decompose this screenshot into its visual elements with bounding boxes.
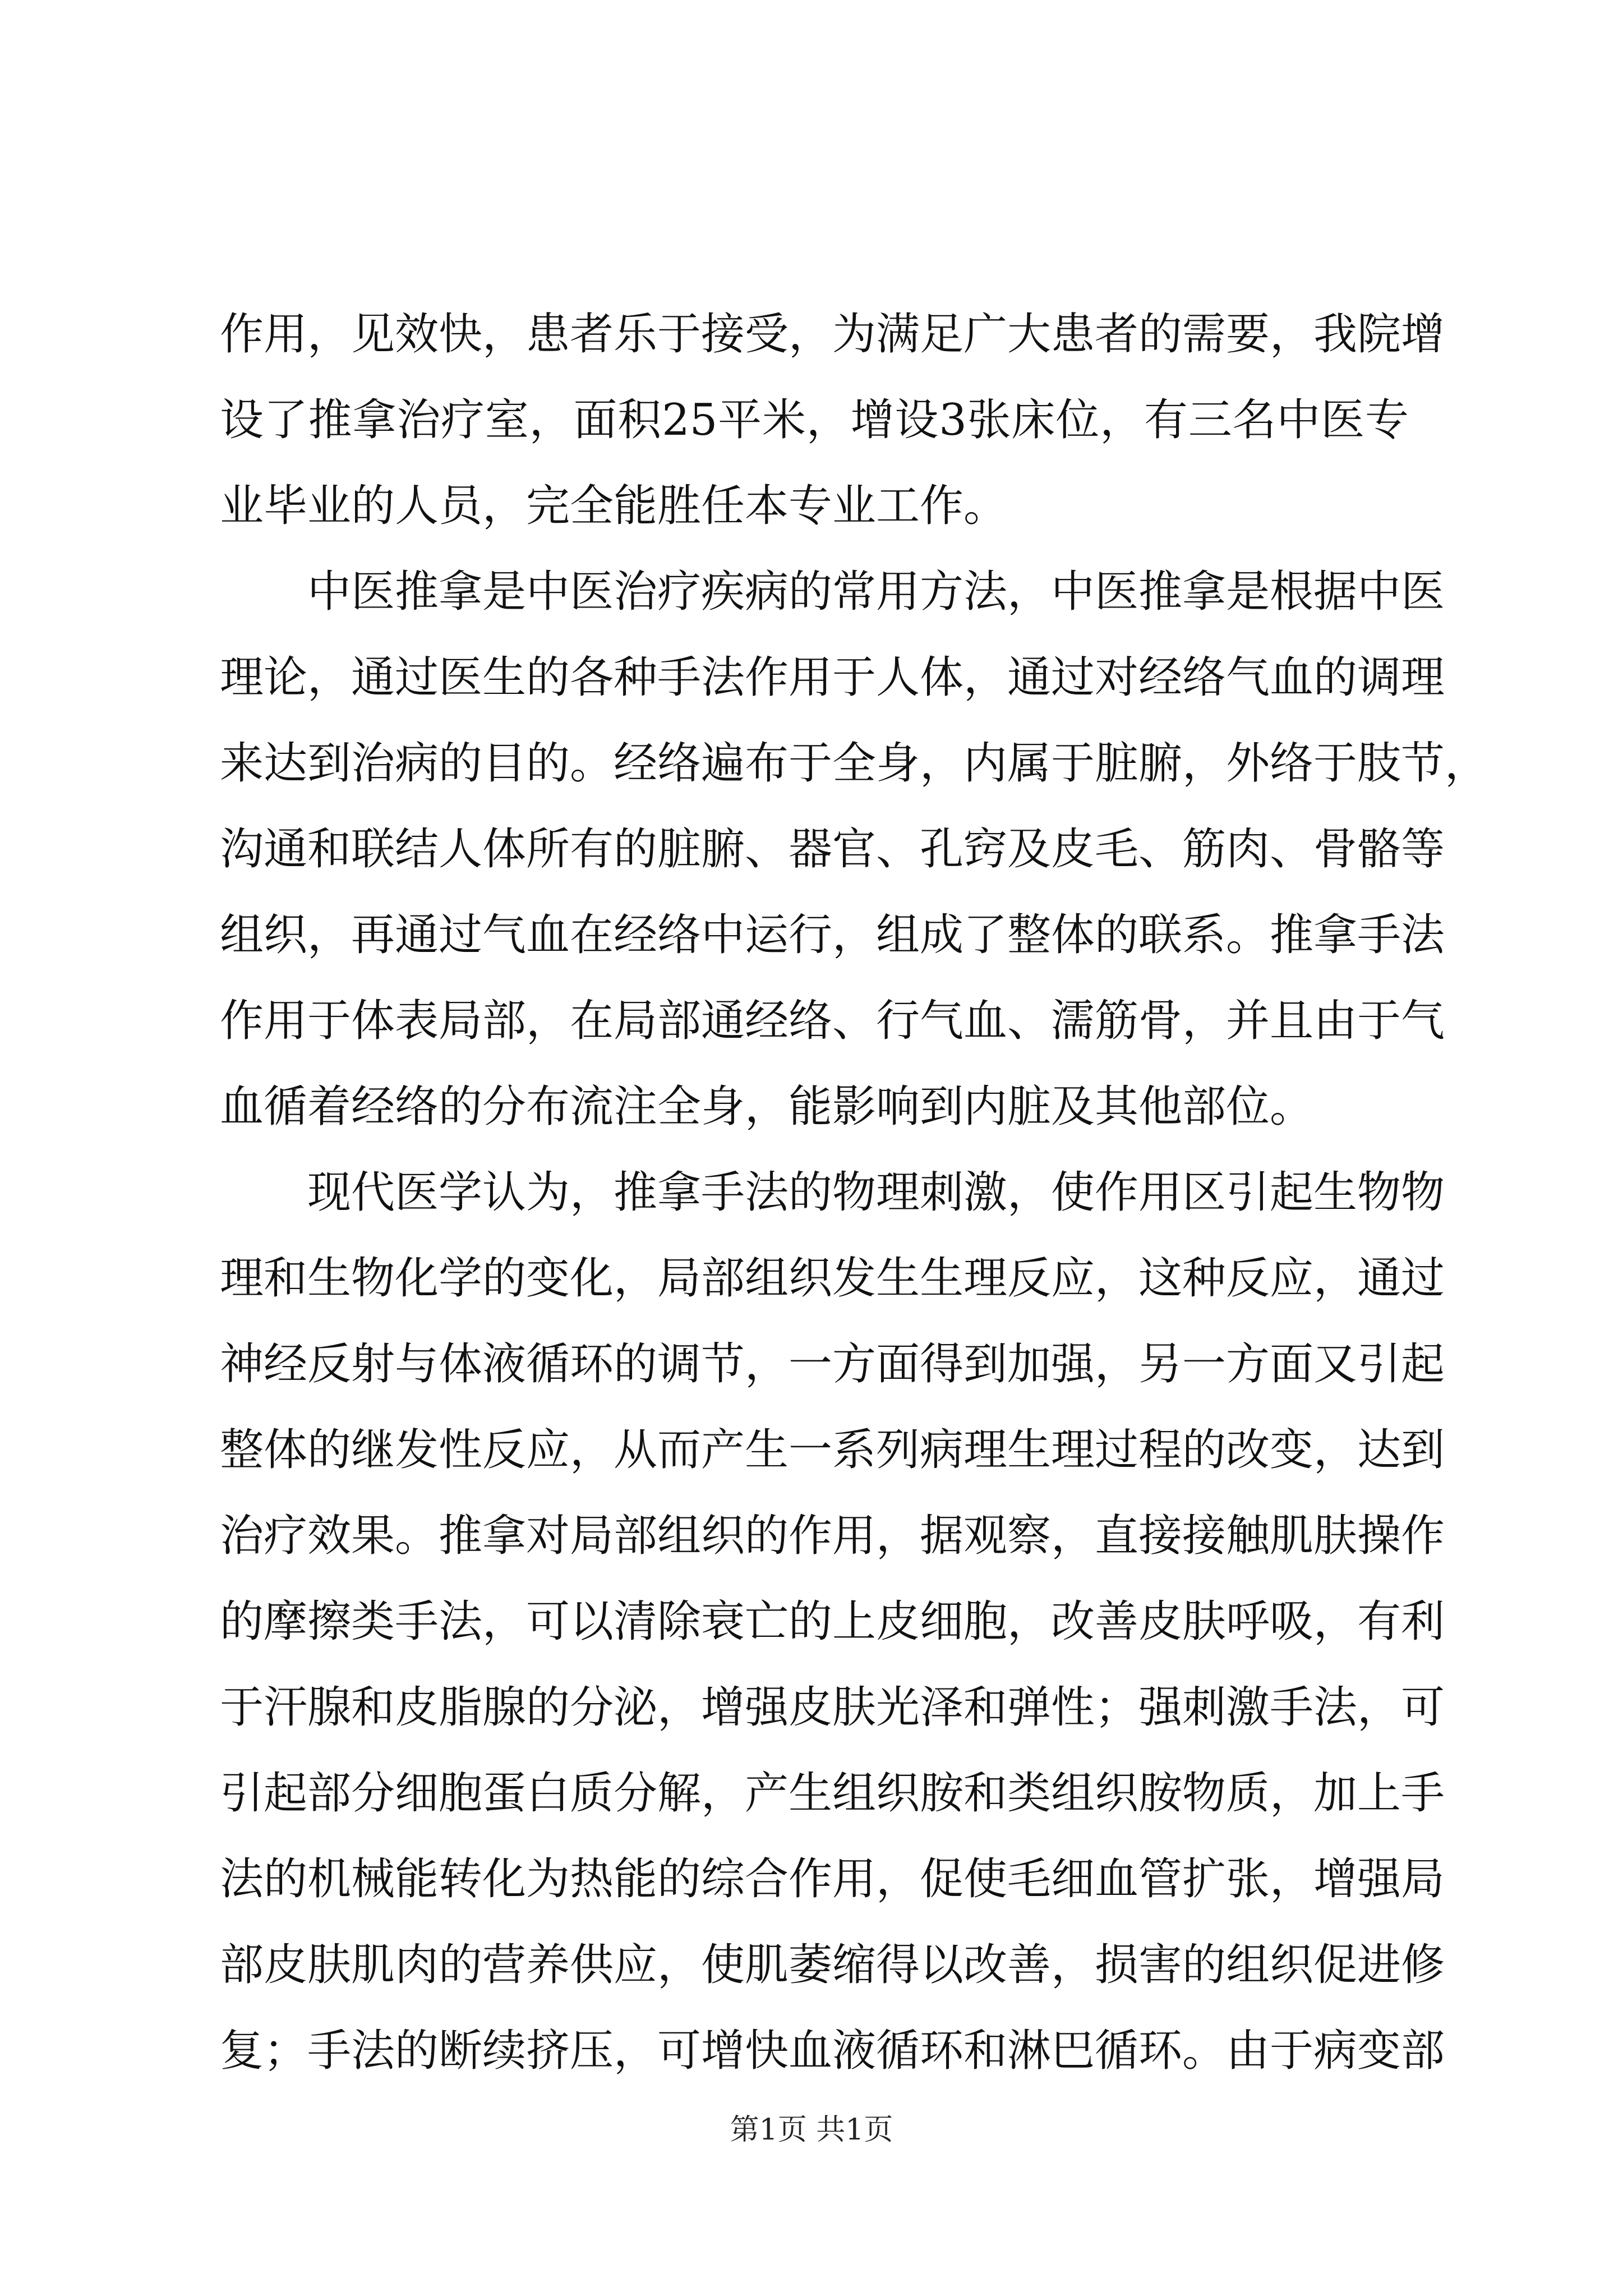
text-line: 法的机械能转化为热能的综合作用，促使毛细血管扩张，增强局 [220,1854,1445,1904]
page-footer: 第1页 共1页 [730,2113,893,2147]
text-line: 部皮肤肌肉的营养供应，使肌萎缩得以改善，损害的组织促进修 [220,1940,1445,1990]
text-line: 业毕业的人员，完全能胜任本专业工作。 [220,481,1008,531]
text-line: 中医推拿是中医治疗疾病的常用方法，中医推拿是根据中医 [220,567,1445,617]
text-line: 作用，见效快，患者乐于接受，为满足广大患者的需要，我院增 [220,309,1445,360]
text-line: 治疗效果。推拿对局部组织的作用，据观察，直接接触肌肤操作 [220,1511,1445,1561]
text-line: 神经反射与体液循环的调节，一方面得到加强，另一方面又引起 [220,1339,1445,1389]
text-line: 于汗腺和皮脂腺的分泌，增强皮肤光泽和弹性；强刺激手法，可 [220,1682,1445,1733]
text-line: 组织，再通过气血在经络中运行，组成了整体的联系。推拿手法 [220,910,1445,960]
text-line: 理论，通过医生的各种手法作用于人体，通过对经络气血的调理 [220,652,1445,703]
text-line: 复；手法的断续挤压，可增快血液循环和淋巴循环。由于病变部 [220,2026,1445,2076]
text-line: 设了推拿治疗室，面积25平米，增设3张床位，有三名中医专 [220,395,1409,445]
text-line: 血循着经络的分布流注全身，能影响到内脏及其他部位。 [220,1082,1314,1132]
text-line: 引起部分细胞蛋白质分解，产生组织胺和类组织胺物质，加上手 [220,1768,1445,1819]
text-line: 沟通和联结人体所有的脏腑、器官、孔窍及皮毛、筋肉、骨骼等 [220,824,1445,875]
body-text [220,292,1489,2094]
text-line: 现代医学认为，推拿手法的物理刺激，使作用区引起生物物 [220,1167,1445,1218]
text-line: 来达到治病的目的。经络遍布于全身，内属于脏腑，外络于肢节， [220,738,1489,789]
text-line: 的摩擦类手法，可以清除衰亡的上皮细胞，改善皮肤呼吸，有利 [220,1596,1445,1647]
text-line: 整体的继发性反应，从而产生一系列病理生理过程的改变，达到 [220,1425,1445,1475]
text-line: 理和生物化学的变化，局部组织发生生理反应，这种反应，通过 [220,1253,1445,1304]
text-line: 作用于体表局部，在局部通经络、行气血、濡筋骨，并且由于气 [220,996,1445,1046]
